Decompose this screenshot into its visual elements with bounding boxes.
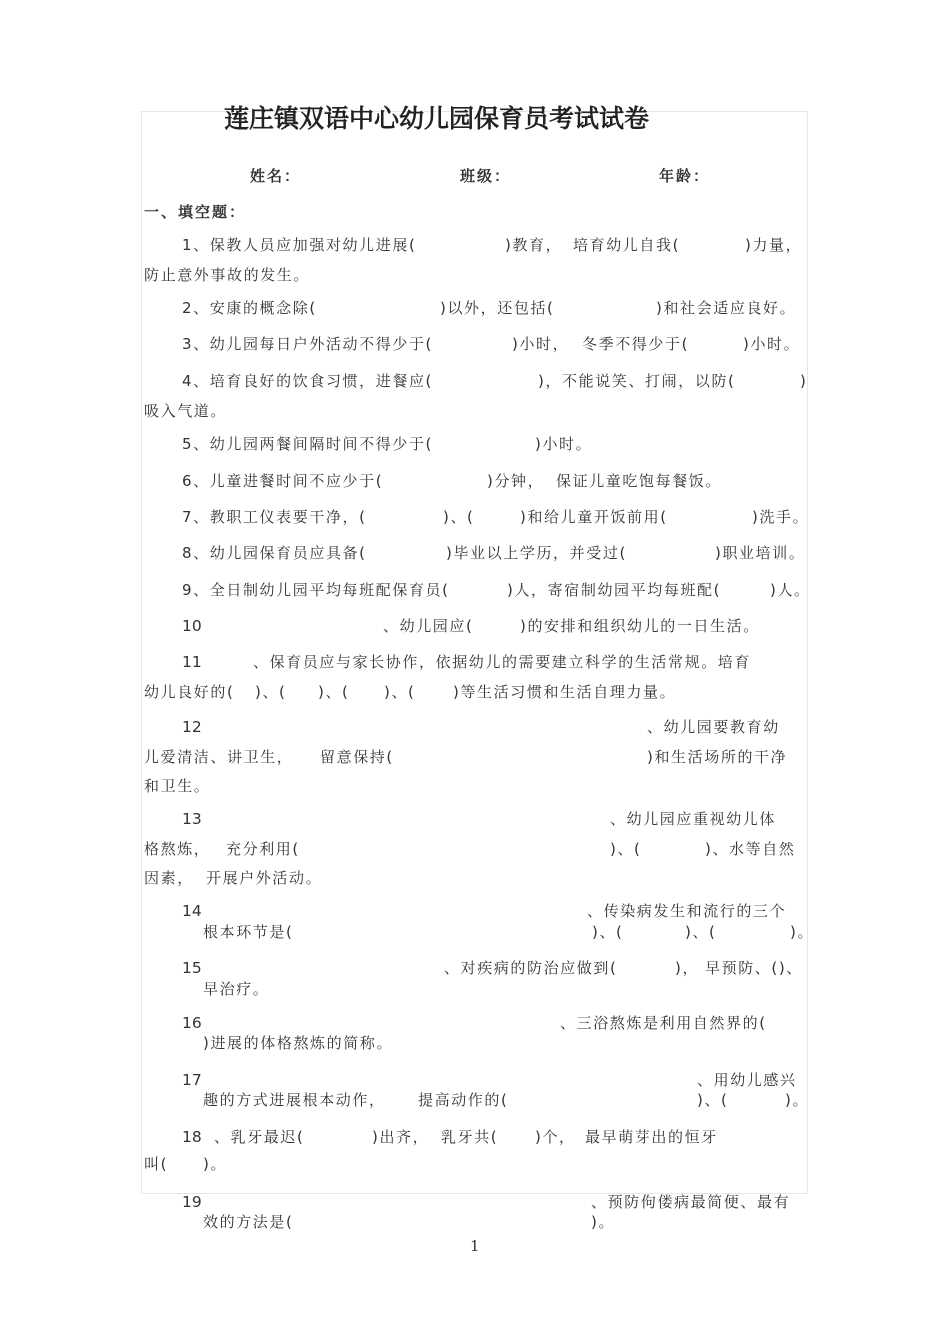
q17-a: 、用幼儿感兴 <box>697 1071 797 1089</box>
q16-line2: )进展的体格熬炼的简称。 <box>203 1034 394 1052</box>
q2-a: 2、安康的概念除( <box>182 299 317 317</box>
q17-line2-b: 提高动作的( <box>418 1091 509 1109</box>
q15-a: 、对疾病的防治应做到( <box>444 959 618 977</box>
q10-b: )的安排和组织幼儿的一日生活。 <box>520 617 760 635</box>
q13-a: 、幼儿园应重视幼儿体 <box>610 810 777 828</box>
section-heading: 一、填空题： <box>144 203 247 221</box>
class-label: 班级： <box>460 167 512 185</box>
q18-line2-b: )。 <box>203 1155 228 1173</box>
q16-a: 、三浴熬炼是利用自然界的( <box>560 1014 767 1032</box>
q5-a: 5、幼儿园两餐间隔时间不得少于( <box>182 435 433 453</box>
q14-line2-c: )、( <box>685 923 717 941</box>
q15-b: )， <box>675 959 700 977</box>
q13-line2-c: )、( <box>610 840 642 858</box>
q11-line2-e: )等生活习惯和生活自理力量。 <box>453 683 677 701</box>
q12-a: 、幼儿园要教育幼 <box>647 718 780 736</box>
q19-number: 19 <box>182 1193 202 1211</box>
q11-number: 11 <box>182 653 202 671</box>
age-label: 年龄： <box>659 167 711 185</box>
q11-line2-a: 幼儿良好的( <box>144 683 235 701</box>
q10-number: 10 <box>182 617 202 635</box>
q18-a: 、乳牙最迟( <box>214 1128 305 1146</box>
q17-line2-c: )、( <box>697 1091 729 1109</box>
q19-line2-b: )。 <box>591 1213 616 1231</box>
q17-number: 17 <box>182 1071 202 1089</box>
q4-a: 4、培育良好的饮食习惯，进餐应( <box>182 372 433 390</box>
q16-number: 16 <box>182 1014 202 1032</box>
q8-a: 8、幼儿园保育员应具备( <box>182 544 367 562</box>
q1-line1-a: 1、保教人员应加强对幼儿进展( <box>182 236 417 254</box>
q18-e: 最早萌芽出的恒牙 <box>585 1128 718 1146</box>
q7-d: )洗手。 <box>752 508 810 526</box>
q8-c: )职业培训。 <box>715 544 806 562</box>
q11-line2-b: )、( <box>255 683 287 701</box>
q4-c: ) <box>800 372 808 390</box>
q3-d: )小时。 <box>743 335 801 353</box>
q18-number: 18 <box>182 1128 202 1146</box>
q17-line2-a: 趣的方式进展根本动作， <box>203 1091 386 1109</box>
q9-a: 9、全日制幼儿园平均每班配保育员( <box>182 581 450 599</box>
q11-line2-c: )、( <box>318 683 350 701</box>
q6-b: )分钟， <box>487 472 545 490</box>
q3-c: 冬季不得少于( <box>582 335 690 353</box>
q13-line2-d: )、水等自然 <box>705 840 796 858</box>
q14-a: 、传染病发生和流行的三个 <box>587 902 787 920</box>
page-title: 莲庄镇双语中心幼儿园保育员考试试卷 <box>224 104 650 133</box>
q13-line3-b: 开展户外活动。 <box>206 869 323 887</box>
q2-b: )以外，还包括( <box>440 299 555 317</box>
q13-line2-b: 充分利用( <box>226 840 300 858</box>
q19-a: 、预防佝偻病最简便、最有 <box>591 1193 791 1211</box>
q11-line2-d: )、( <box>384 683 416 701</box>
q5-b: )小时。 <box>535 435 593 453</box>
q3-a: 3、幼儿园每日户外活动不得少于( <box>182 335 433 353</box>
q1-line1-b: )教育， <box>505 236 563 254</box>
q15-c: 早预防、()、 <box>705 959 803 977</box>
q3-b: )小时， <box>512 335 570 353</box>
q14-line2-d: )。 <box>790 923 815 941</box>
q15-number: 15 <box>182 959 202 977</box>
q12-line2-b: 留意保持( <box>320 748 394 766</box>
q6-a: 6、儿童进餐时间不应少于( <box>182 472 384 490</box>
q18-line2-a: 叫( <box>144 1155 169 1173</box>
q4-line2: 吸入气道。 <box>144 402 228 420</box>
q14-line2-b: )、( <box>592 923 624 941</box>
q13-line2-a: 格熬炼， <box>144 840 211 858</box>
name-label: 姓名： <box>250 167 302 185</box>
q13-line3-a: 因素， <box>144 869 194 887</box>
q4-b: )，不能说笑、打闹，以防( <box>538 372 736 390</box>
q10-a: 、幼儿园应( <box>383 617 474 635</box>
q7-b: )、( <box>443 508 475 526</box>
page-number: 1 <box>470 1237 480 1255</box>
q11-a: 、保育员应与家长协作，依据幼儿的需要建立科学的生活常规。培育 <box>253 653 752 671</box>
q9-c: )人。 <box>770 581 811 599</box>
q12-line3: 和卫生。 <box>144 777 211 795</box>
q12-line2-a: 儿爱清洁、讲卫生， <box>144 748 294 766</box>
q1-line2: 防止意外事故的发生。 <box>144 266 311 284</box>
q1-line1-d: )力量， <box>745 236 803 254</box>
q17-line2-d: )。 <box>785 1091 810 1109</box>
q2-c: )和社会适应良好。 <box>656 299 797 317</box>
q14-number: 14 <box>182 902 202 920</box>
q8-b: )毕业以上学历，并受过( <box>446 544 627 562</box>
q14-line2-a: 根本环节是( <box>203 923 294 941</box>
q1-line1-c: 培育幼儿自我( <box>573 236 681 254</box>
q18-b: )出齐， <box>372 1128 430 1146</box>
q7-a: 7、教职工仪表要干净，( <box>182 508 367 526</box>
q12-line2-c: )和生活场所的干净 <box>647 748 788 766</box>
q18-c: 乳牙共( <box>441 1128 499 1146</box>
q7-c: )和给儿童开饭前用( <box>520 508 668 526</box>
q12-number: 12 <box>182 718 202 736</box>
q9-b: )人，寄宿制幼园平均每班配( <box>507 581 722 599</box>
q18-d: )个， <box>535 1128 576 1146</box>
q19-line2-a: 效的方法是( <box>203 1213 294 1231</box>
q15-line2: 早治疗。 <box>203 980 270 998</box>
q13-number: 13 <box>182 810 202 828</box>
q6-c: 保证儿童吃饱每餐饭。 <box>556 472 723 490</box>
